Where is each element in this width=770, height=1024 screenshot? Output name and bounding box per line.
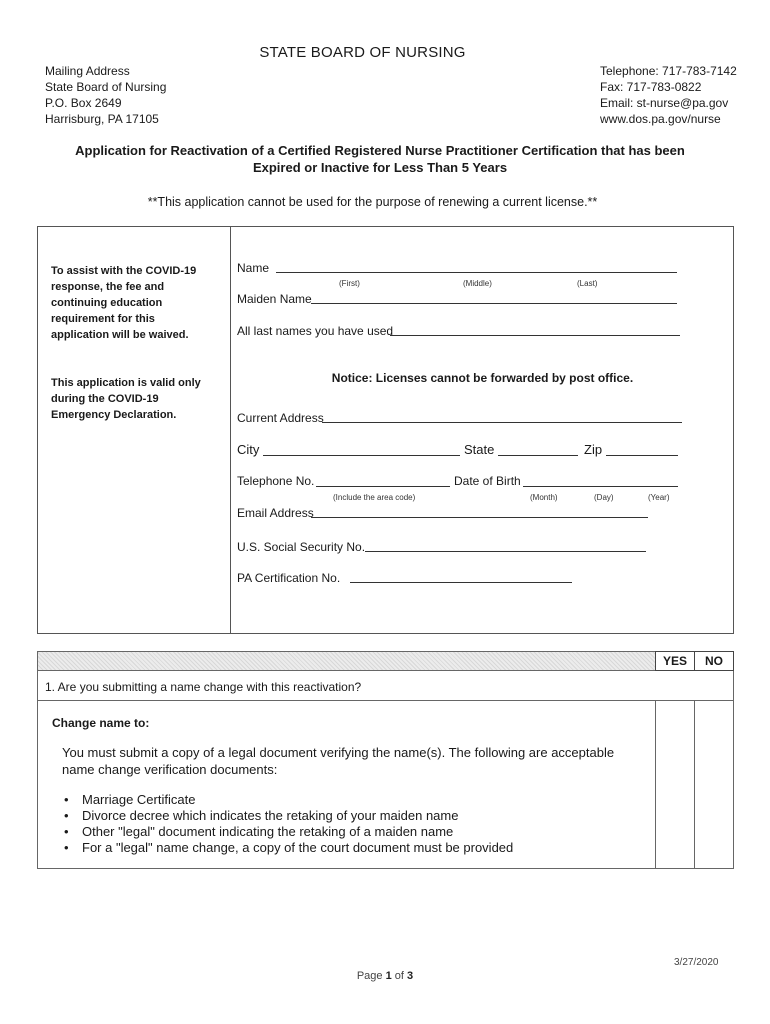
list-item: • Divorce decree which indicates the retaking of your maiden name xyxy=(62,808,513,824)
yes-answer-cell[interactable] xyxy=(655,702,694,868)
all-last-names-label: All last names you have used xyxy=(237,324,394,338)
dob-year-hint: (Year) xyxy=(648,493,670,502)
page-word: Page xyxy=(356,970,383,982)
dob-label: Date of Birth xyxy=(454,474,521,488)
note-line: Emergency Declaration. xyxy=(51,409,177,421)
name-middle-hint: (Middle) xyxy=(463,279,492,288)
post-office-notice: Notice: Licenses cannot be forwarded by post office. xyxy=(331,371,634,385)
fax: Fax: 717-783-0822 xyxy=(600,80,702,94)
ssn-field[interactable] xyxy=(365,551,646,552)
name-first-hint: (First) xyxy=(339,279,360,288)
maiden-name-field[interactable] xyxy=(311,303,677,304)
maiden-name-label: Maiden Name xyxy=(237,292,312,306)
note-line: continuing education xyxy=(51,297,163,309)
no-answer-cell[interactable] xyxy=(695,702,733,868)
note-line: during the COVID-19 xyxy=(51,393,159,405)
covid-fee-note xyxy=(51,263,196,343)
covid-validity-note xyxy=(51,375,201,423)
zip-field[interactable] xyxy=(606,455,678,456)
email-label: Email Address xyxy=(237,506,314,520)
page-total: 3 xyxy=(407,970,414,982)
renewal-warning: **This application cannot be used for the purpose of renewing a current license.** xyxy=(147,195,598,209)
list-item: • Marriage Certificate xyxy=(62,792,513,808)
pa-cert-field[interactable] xyxy=(350,582,572,583)
dob-month-hint: (Month) xyxy=(530,493,558,502)
current-address-field[interactable] xyxy=(322,422,682,423)
city-label: City xyxy=(237,442,260,457)
page-current: 1 xyxy=(385,970,392,982)
question-1-text: 1. Are you submitting a name change with this reactivation? xyxy=(45,680,362,694)
mailing-line: Mailing Address xyxy=(45,64,130,78)
all-last-names-field[interactable] xyxy=(390,335,680,336)
current-address-label: Current Address xyxy=(237,411,324,425)
state-field[interactable] xyxy=(498,455,578,456)
name-change-instructions: You must submit a copy of a legal document verifying the name(s). The following are acceptable name change verification documents: xyxy=(62,745,615,777)
telephone-field[interactable] xyxy=(316,486,450,487)
area-code-hint: (Include the area code) xyxy=(333,493,416,502)
of-word: of xyxy=(394,970,404,982)
telephone: Telephone: 717-783-7142 xyxy=(600,64,737,78)
city-field[interactable] xyxy=(263,455,460,456)
name-label: Name xyxy=(237,261,270,275)
pa-cert-label: PA Certification No. xyxy=(237,571,341,585)
mailing-line: P.O. Box 2649 xyxy=(45,96,122,110)
contact-info xyxy=(600,63,737,127)
note-line: application will be waived. xyxy=(51,329,189,341)
note-line: requirement for this xyxy=(51,313,155,325)
list-item: • Other "legal" document indicating the retaking of a maiden name xyxy=(62,824,513,840)
list-item: • For a "legal" name change, a copy of the court document must be provided xyxy=(62,840,513,856)
box-divider xyxy=(230,226,231,634)
mailing-line: State Board of Nursing xyxy=(45,80,167,94)
application-title xyxy=(60,142,700,176)
table-header-bar xyxy=(37,651,734,671)
state-label: State xyxy=(464,442,495,457)
title-line-1: Application for Reactivation of a Certified Registered Nurse Practitioner Certification that has been xyxy=(75,143,685,158)
revision-date: 3/27/2020 xyxy=(674,957,719,968)
name-last-hint: (Last) xyxy=(577,279,598,288)
ssn-label: U.S. Social Security No. xyxy=(237,540,366,554)
note-line: To assist with the COVID-19 xyxy=(51,265,197,277)
website: www.dos.pa.gov/nurse xyxy=(600,112,721,126)
board-title: STATE BOARD OF NURSING xyxy=(259,44,466,61)
dob-day-hint: (Day) xyxy=(594,493,614,502)
note-line: response, the fee and xyxy=(51,281,165,293)
email-field[interactable] xyxy=(311,517,648,518)
verification-documents-list xyxy=(62,792,513,856)
dob-field[interactable] xyxy=(523,486,678,487)
email-contact: Email: st-nurse@pa.gov xyxy=(600,96,729,110)
yes-header: YES xyxy=(655,651,695,671)
title-line-2: Expired or Inactive for Less Than 5 Years xyxy=(252,160,508,175)
zip-label: Zip xyxy=(584,442,603,457)
note-line: This application is valid only xyxy=(51,377,201,389)
name-field[interactable] xyxy=(276,272,677,273)
mailing-address xyxy=(45,63,166,127)
mailing-line: Harrisburg, PA 17105 xyxy=(45,112,159,126)
change-name-title: Change name to: xyxy=(52,716,150,730)
telephone-label: Telephone No. xyxy=(237,474,315,488)
no-header: NO xyxy=(694,651,734,671)
page-number xyxy=(0,970,770,982)
